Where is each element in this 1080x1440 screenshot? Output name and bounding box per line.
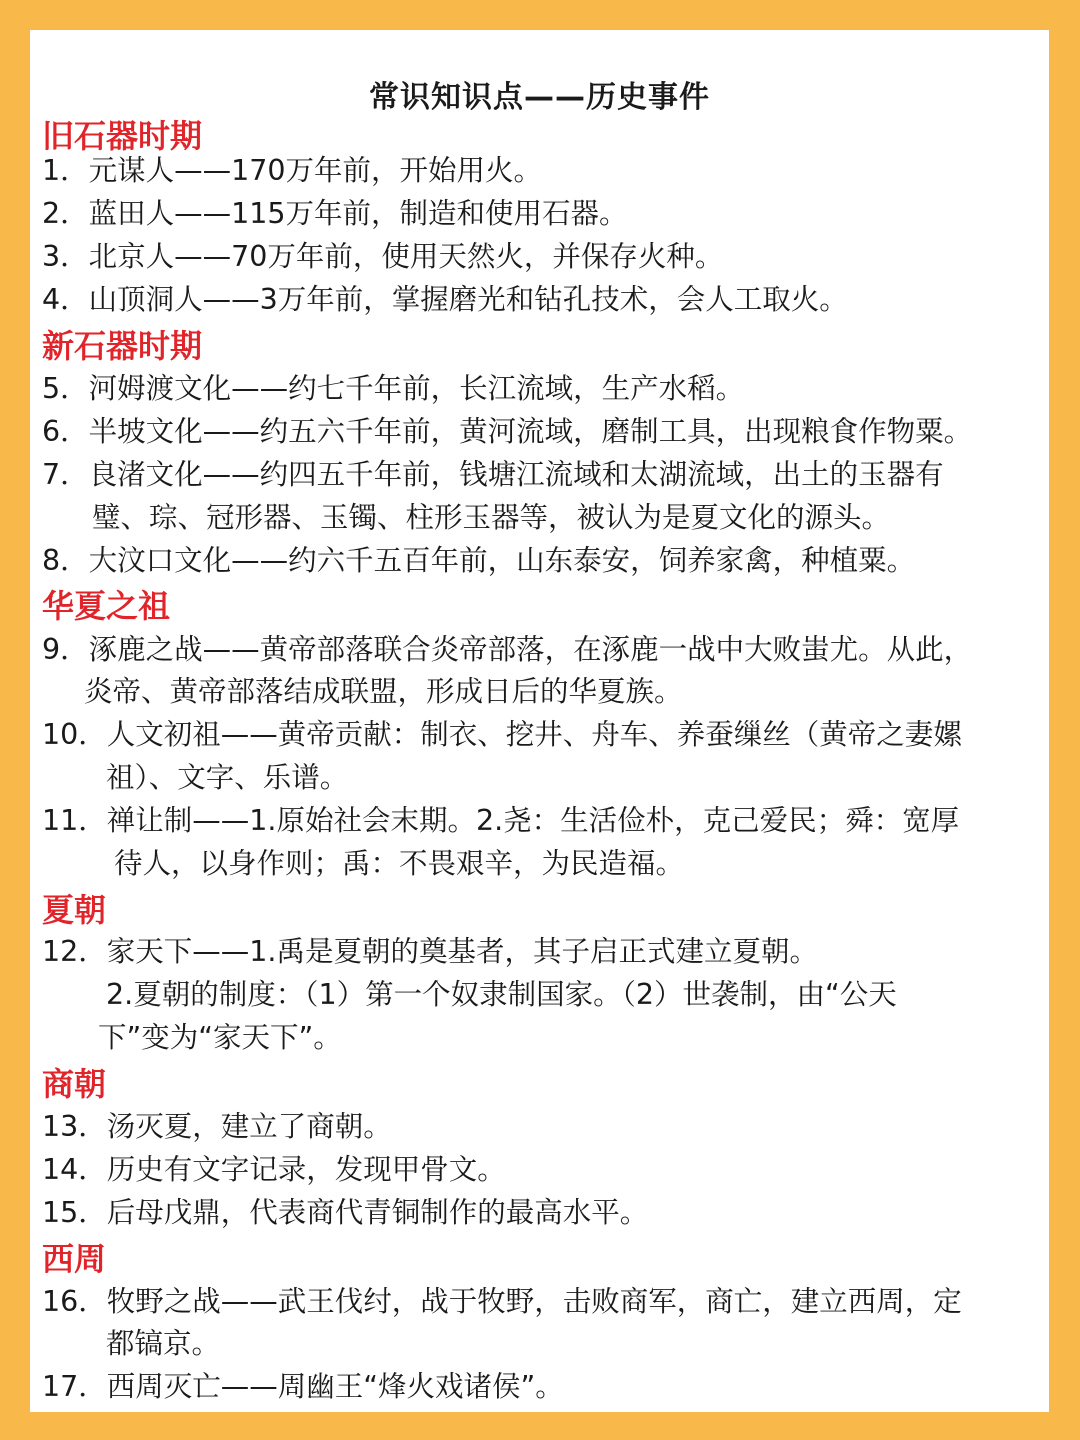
list-item-continuation: 待人，以身作则；禹：不畏艰辛，为民造福。: [114, 847, 685, 880]
list-item: 8．大汶口文化——约六千五百年前，山东泰安，饲养家禽，种植粟。: [42, 544, 916, 577]
list-item: 9．涿鹿之战——黄帝部落联合炎帝部落，在涿鹿一战中大败蚩尤。从此，: [42, 633, 973, 666]
list-item: 10．人文初祖——黄帝贡献：制衣、挖井、舟车、养蚕缫丝（黄帝之妻嫘: [42, 718, 962, 751]
list-item: 14．历史有文字记录，发现甲骨文。: [42, 1153, 506, 1186]
page-title: 常识知识点——历史事件: [369, 80, 710, 115]
list-item-continuation: 炎帝、黄帝部落结成联盟，形成日后的华夏族。: [84, 675, 683, 708]
list-item-continuation: 都镐京。: [106, 1327, 221, 1360]
section-heading-neolithic: 新石器时期: [42, 327, 203, 365]
list-item: 5．河姆渡文化——约七千年前，长江流域，生产水稻。: [42, 372, 745, 405]
list-item-continuation: 璧、琮、冠形器、玉镯、柱形玉器等，被认为是夏文化的源头。: [92, 501, 891, 534]
list-item-continuation: 下”变为“家天下”。: [98, 1021, 342, 1054]
list-item: 4．山顶洞人——3万年前，掌握磨光和钻孔技术，会人工取火。: [42, 283, 848, 316]
section-heading-western-zhou: 西周: [42, 1240, 107, 1278]
list-item: 1．元谋人——170万年前，开始用火。: [42, 154, 543, 187]
list-item: 17．西周灭亡——周幽王“烽火戏诸侯”。: [42, 1370, 564, 1403]
section-heading-paleolithic: 旧石器时期: [42, 117, 203, 155]
list-item: 6．半坡文化——约五六千年前，黄河流域，磨制工具，出现粮食作物粟。: [42, 415, 973, 448]
list-item: 2．蓝田人——115万年前，制造和使用石器。: [42, 197, 628, 230]
list-item-continuation: 2.夏朝的制度：（1）第一个奴隶制国家。（2）世袭制，由“公天: [106, 978, 897, 1011]
list-item: 13．汤灭夏，建立了商朝。: [42, 1110, 392, 1143]
list-item-continuation: 祖）、文字、乐谱。: [106, 761, 349, 794]
list-item: 12．家天下——1.禹是夏朝的奠基者，其子启正式建立夏朝。: [42, 935, 818, 968]
list-item: 16．牧野之战——武王伐纣，战于牧野，击败商军，商亡，建立西周，定: [42, 1285, 962, 1318]
list-item: 7．良渚文化——约四五千年前，钱塘江流域和太湖流域，出土的玉器有: [42, 458, 944, 491]
list-item: 3．北京人——70万年前，使用天然火，并保存火种。: [42, 240, 724, 273]
list-item: 15．后母戊鼎，代表商代青铜制作的最高水平。: [42, 1196, 649, 1229]
section-heading-huaxia: 华夏之祖: [42, 587, 171, 625]
section-heading-shang: 商朝: [42, 1065, 107, 1103]
section-heading-xia: 夏朝: [42, 891, 107, 929]
list-item: 11．禅让制——1.原始社会末期。2.尧：生活俭朴，克己爱民；舜：宽厚: [42, 804, 960, 837]
content-card: [30, 30, 1049, 1412]
